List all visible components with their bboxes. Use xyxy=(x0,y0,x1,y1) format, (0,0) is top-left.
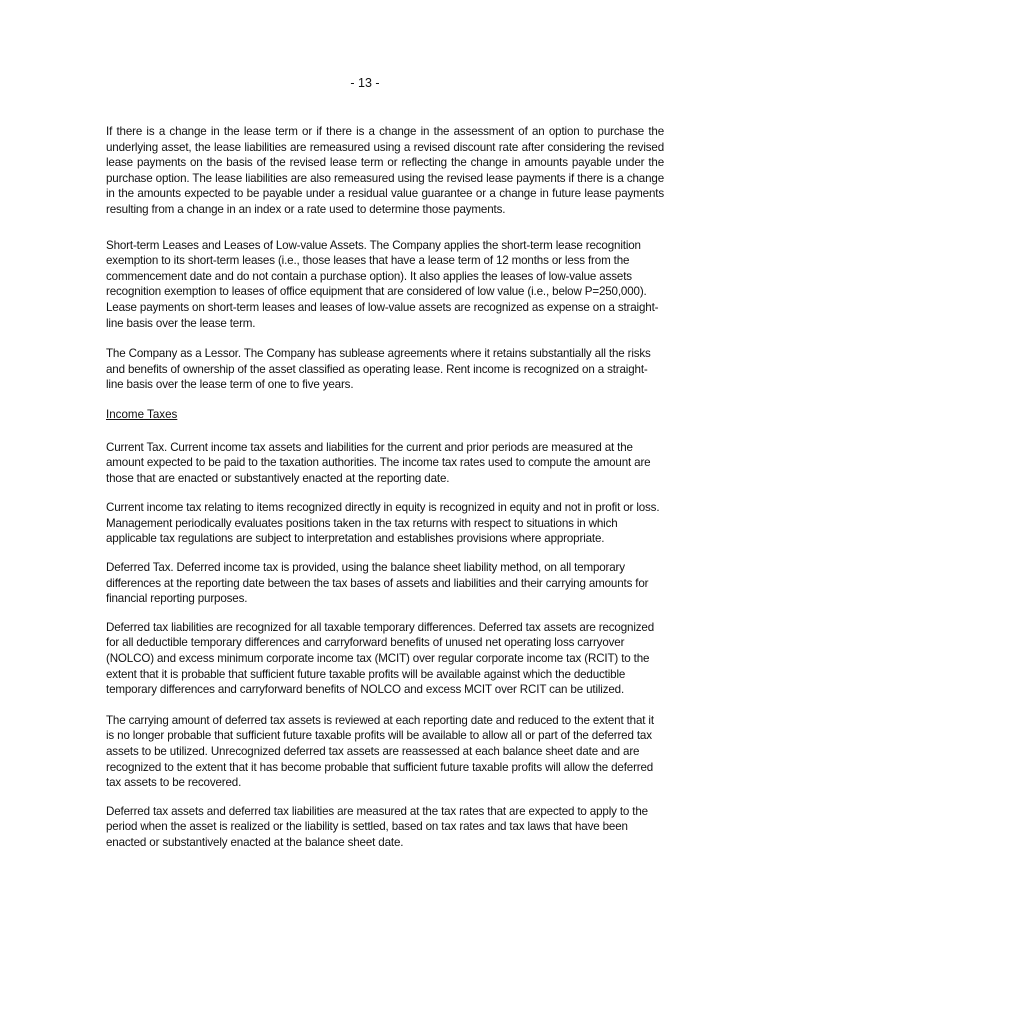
paragraph-short-term-leases: Short-term Leases and Leases of Low-value Assets. The Company applies the short-term lease recognition exemption to its short-term leases (i.e., those leases that have a lease term of 12 months or less from the commencement date and do not contain a purchase option). It also applies the leases of low-value assets recognition exemption to leases of office equipment that are considered of low value (i.e., below P=250,000). Lease payments on short-term leases and leases of low-value assets are recognized as expense on a straight-line basis over the lease term. xyxy=(106,238,659,330)
paragraph-current-tax: Current Tax. Current income tax assets and liabilities for the current and prior periods are measured at the amount expected to be paid to the taxation authorities. The income tax rates used to compute the amount are those that are enacted or substantively enacted at the reporting date. xyxy=(106,440,651,485)
paragraph-carrying-amount: The carrying amount of deferred tax assets is reviewed at each reporting date and reduced to the extent that it is no longer probable that sufficient future taxable profits will be available to allow all or part of the deferred tax assets to be utilized. Unrecognized deferred tax assets are reassessed at each balance sheet date and are recognized to the extent that it has become probable that sufficient future taxable profits will allow the deferred tax assets to be recovered. xyxy=(106,713,654,790)
paragraph-deferred-tax: Deferred Tax. Deferred income tax is provided, using the balance sheet liability method, on all temporary differences at the reporting date between the tax bases of assets and liabilities and their carrying amounts for financial reporting purposes. xyxy=(106,561,649,606)
paragraph-deferred-tax-liabilities: Deferred tax liabilities are recognized for all taxable temporary differences. Deferred tax assets are recognized for all deductible temporary differences and carryforward benefits of unused net operating loss carryover (NOLCO) and excess minimum corporate income tax (MCIT) over regular corporate income tax (RCIT) to the extent that it is probable that sufficient future taxable profits will be available against which the deductible temporary differences and carryforward benefits of NOLCO and excess MCIT over RCIT can be utilized. xyxy=(106,620,654,697)
paragraph-measured-tax-rates: Deferred tax assets and deferred tax liabilities are measured at the tax rates that are expected to apply to the period when the asset is realized or the liability is settled, based on tax rates and tax laws that have been enacted or substantively enacted at the balance sheet date. xyxy=(106,804,648,849)
paragraph-lease-remeasurement: If there is a change in the lease term or if there is a change in the assessment of an option to purchase the underlying asset, the lease liabilities are remeasured using a revised discount rate after considering the revised lease payments on the basis of the revised lease term or reflecting the change in amounts payable under the purchase option. The lease liabilities are also remeasured using the revised lease payments if there is a change in the amounts expected to be payable under a residual value guarantee or a change in future lease payments resulting from a change in an index or a rate used to determine those payments. xyxy=(106,125,664,216)
paragraph-company-as-lessor: The Company as a Lessor. The Company has sublease agreements where it retains substantially all the risks and benefits of ownership of the asset classified as operating lease. Rent income is recognized on a straight-line basis over the lease term of one to five years. xyxy=(106,347,651,392)
page-number: - 13 - xyxy=(350,76,380,90)
section-heading-income-taxes: Income Taxes xyxy=(106,407,178,421)
paragraph-current-tax-equity: Current income tax relating to items recognized directly in equity is recognized in equity and not in profit or loss. Management periodically evaluates positions taken in the tax returns with respect to situations in which applicable tax regulations are subject to interpretation and establishes provisions where appropriate. xyxy=(106,501,660,546)
document-body xyxy=(106,124,664,851)
